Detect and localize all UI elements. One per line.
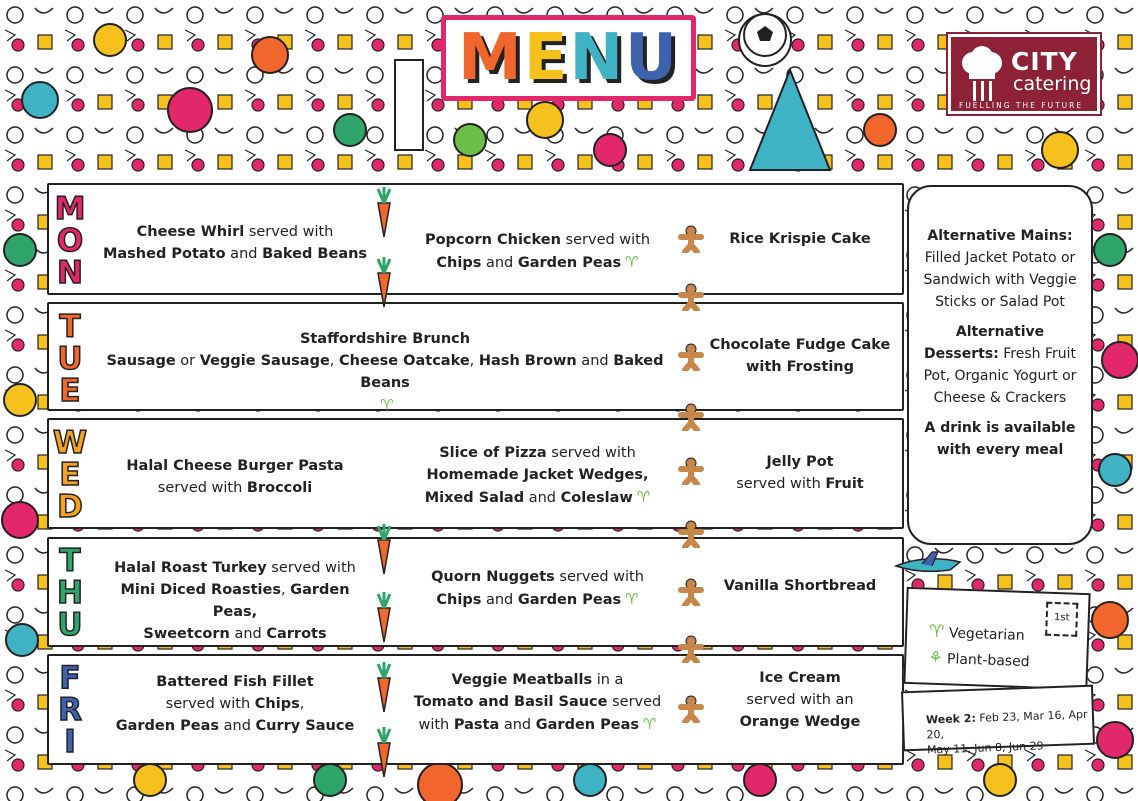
- gingerbread-man-icon: [678, 403, 704, 431]
- carrot-icon: [370, 255, 398, 310]
- plant-based-label: Plant-based: [946, 651, 1030, 671]
- carrot-icon: [370, 660, 398, 715]
- vegetarian-icon: ♈: [625, 253, 639, 271]
- fri-main-1: Battered Fish Fillet served with Chips, Garden Peas and Curry Sauce: [115, 674, 355, 734]
- day-label-wed: W E D: [52, 425, 88, 525]
- mon-main-2: Popcorn Chicken served with Chips and Garden Peas ♈: [424, 232, 651, 271]
- wed-dessert: Jelly Pot served with Fruit: [736, 454, 864, 492]
- fri-dessert: Ice Cream served with an Orange Wedge: [739, 670, 861, 730]
- wed-main-2: Slice of Pizza served with Homemade Jacket Wedges, Mixed Salad and Coleslaw ♈: [424, 445, 651, 506]
- vegetarian-icon: ♈: [380, 396, 394, 414]
- thu-main-2: Quorn Nuggets served with Chips and Garden Peas ♈: [431, 569, 644, 608]
- wed-main-1: Halal Cheese Burger Pasta served with Broccoli: [126, 458, 344, 496]
- alternatives-panel: [907, 185, 1093, 545]
- day-label-fri: F R I: [58, 660, 82, 760]
- menu-title-letter: E: [523, 21, 570, 95]
- gingerbread-man-icon: [678, 283, 704, 311]
- mon-dessert: Rice Krispie Cake: [729, 231, 871, 247]
- menu-title: [441, 15, 696, 101]
- vegetarian-label: Vegetarian: [948, 625, 1025, 644]
- plane-icon: [892, 548, 964, 582]
- gingerbread-man-icon: [678, 635, 704, 663]
- vegetarian-icon: ♈: [643, 715, 657, 733]
- carrot-icon: [370, 522, 398, 577]
- day-label-mon: M O N: [54, 191, 86, 291]
- dietary-key: [903, 587, 1090, 690]
- carrot-icon: [370, 185, 398, 240]
- mon-main-1: Cheese Whirl served with Mashed Potato and Baked Beans: [102, 224, 368, 262]
- week-dates: [901, 685, 1095, 757]
- thu-main-1: Halal Roast Turkey served with Mini Diced Roasties, Garden Peas, Sweetcorn and Carrots: [114, 560, 356, 642]
- vegetarian-icon: ♈: [928, 621, 945, 643]
- football-icon: [742, 12, 788, 58]
- week-dates-line-1: Feb 23, Mar 16, Apr 20,: [926, 707, 1088, 742]
- alt-desserts-text: Fresh Fruit Pot, Organic Yogurt or Cheese & Crackers: [923, 346, 1077, 406]
- carrot-icon: [370, 725, 398, 780]
- tue-main: Staffordshire Brunch Sausage or Veggie Sausage, Cheese Oatcake, Hash Brown and Baked Beans ♈: [106, 331, 664, 414]
- day-label-tue: T U E: [57, 309, 83, 409]
- thu-dessert: Vanilla Shortbread: [723, 578, 877, 594]
- alt-desserts-label: Alternative Desserts:: [923, 324, 1045, 362]
- carrot-icon: [370, 590, 398, 645]
- menu-title-letter: N: [569, 21, 625, 95]
- logo-city: CITY: [1011, 47, 1078, 76]
- logo-catering: catering: [1013, 73, 1092, 95]
- tue-dessert: Chocolate Fudge Cake with Frosting: [709, 337, 891, 375]
- alt-mains-label: Alternative Mains:: [927, 228, 1073, 244]
- logo-tagline: FUELLING THE FUTURE: [959, 101, 1084, 110]
- gingerbread-man-icon: [678, 457, 704, 485]
- vegetarian-icon: ♈: [625, 590, 639, 608]
- gingerbread-man-icon: [678, 695, 704, 723]
- drink-note: A drink is available with every meal: [924, 420, 1076, 458]
- week-label: Week 2:: [925, 711, 977, 727]
- stamp: 1st: [1045, 602, 1078, 637]
- vegetarian-icon: ♈: [636, 488, 651, 506]
- gingerbread-man-icon: [678, 225, 704, 253]
- gingerbread-man-icon: [678, 343, 704, 371]
- gingerbread-man-icon: [678, 578, 704, 606]
- gingerbread-man-icon: [678, 520, 704, 548]
- fri-main-2: Veggie Meatballs in a Tomato and Basil Sauce served with Pasta and Garden Peas ♈: [413, 672, 662, 733]
- alt-mains-text: Filled Jacket Potato or Sandwich with Veggie Sticks or Salad Pot: [923, 250, 1077, 310]
- week-dates-line-2: May 11, Jun 8, Jun 29: [926, 739, 1044, 757]
- menu-title-letter: M: [458, 21, 524, 95]
- chef-hat-icon: [959, 45, 1005, 105]
- day-label-thu: T H U: [57, 543, 83, 643]
- city-catering-logo: [948, 34, 1100, 114]
- plant-based-icon: ⚘: [927, 647, 943, 668]
- menu-title-letter: U: [625, 21, 679, 95]
